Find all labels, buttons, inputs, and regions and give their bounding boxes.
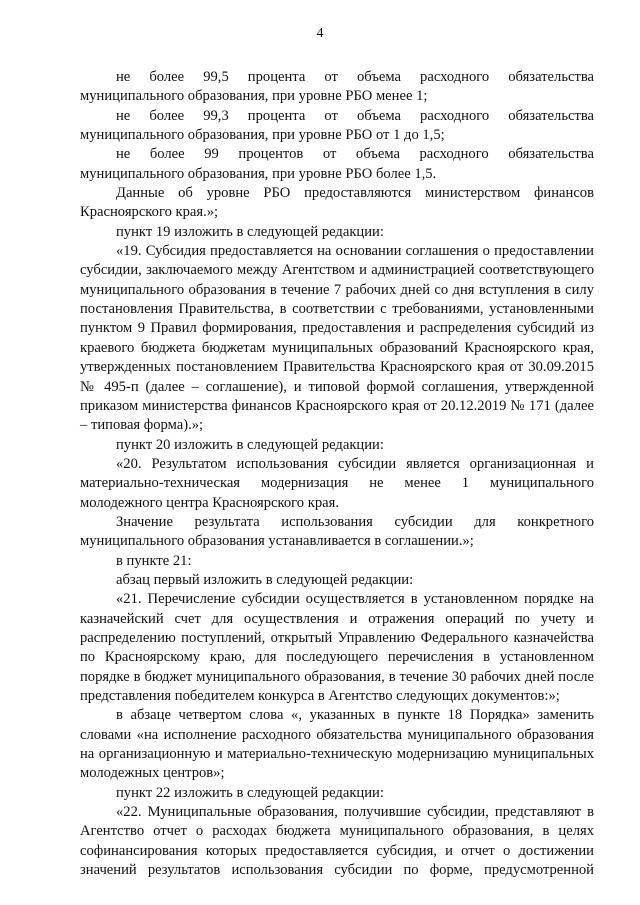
paragraph: не более 99,5 процента от объема расходного обязательства (116, 69, 594, 85)
paragraph: муниципального образования, при уровне РБО более 1,5. (80, 165, 437, 182)
paragraph: «21. Перечисление субсидии осуществляется в установленном порядке на казначейский счет для осуществления и отражения операций по учету и распределению поступлений, открытый Управлению Федерального казначейства по Красноярскому краю, для последующего перечисления в установленном порядке в бюджет муниципального образования, в течение 30 рабочих дней после представления победителем конкурса в Агентство следующих документов:»; (80, 591, 594, 704)
paragraph: муниципального образования, при уровне РБО от 1 до 1,5; (80, 127, 445, 144)
paragraph: муниципального образования, при уровне РБО менее 1; (80, 88, 428, 105)
paragraph: не более 99,3 процента от объема расходного обязательства (116, 107, 594, 124)
paragraph: Значение результата использования субсидии для конкретного муниципального образования устанавливается в соглашении.»; (80, 513, 594, 550)
paragraph: в пункте 21: (116, 552, 192, 569)
paragraph: «20. Результатом использования субсидии является организационная и материально-техническая модернизация не менее 1 муниципального молодежного центра Красноярского края. (80, 455, 594, 511)
paragraph: «22. Муниципальные образования, получившие субсидии, представляют в Агентство отчет о расходах бюджета муниципального образования, в целях софинансирования которых предоставляется субсидия, и отчет о достижении значений результатов использования субсидии по форме, предусмотренной (80, 804, 594, 879)
paragraph: Данные об уровне РБО предоставляются министерством финансов Красноярского края.»; (80, 185, 594, 221)
paragraph: не более 99 процентов от объема расходного обязательства (116, 146, 594, 163)
document-body (80, 68, 594, 880)
paragraph: пункт 22 изложить в следующей редакции: (116, 784, 384, 801)
paragraph: пункт 19 изложить в следующей редакции: (116, 223, 384, 240)
paragraph: «19. Субсидия предоставляется на основании соглашения о предоставлении субсидии, заключаемого между Агентством и администрацией соответствующего муниципального образования в течение 7 рабочих дней со дня вступления в силу постановления Правительства, в соответствии с требованиями, установленными пунктом 9 Правил формирования, предоставления и распределения субсидий из краевого бюджета бюджетам муниципальных образований Красноярского края, утвержденных постановлением Правительства Красноярского края от 30.09.2015 № 495-п (далее – соглашение), и типовой формой соглашения, утвержденной приказом министерства финансов Красноярского края от 20.12.2019 № 171 (далее – типовая форма).»; (80, 243, 594, 434)
paragraph: абзац первый изложить в следующей редакции: (116, 571, 414, 588)
paragraph: пункт 20 изложить в следующей редакции: (116, 436, 384, 453)
page-number: 4 (316, 26, 324, 41)
paragraph: в абзаце четвертом слова «, указанных в пункте 18 Порядка» заменить словами «на исполнение расходного обязательства муниципального образования на организационную и материально-техническую модернизацию муниципальных молодежных центров»; (80, 707, 594, 782)
